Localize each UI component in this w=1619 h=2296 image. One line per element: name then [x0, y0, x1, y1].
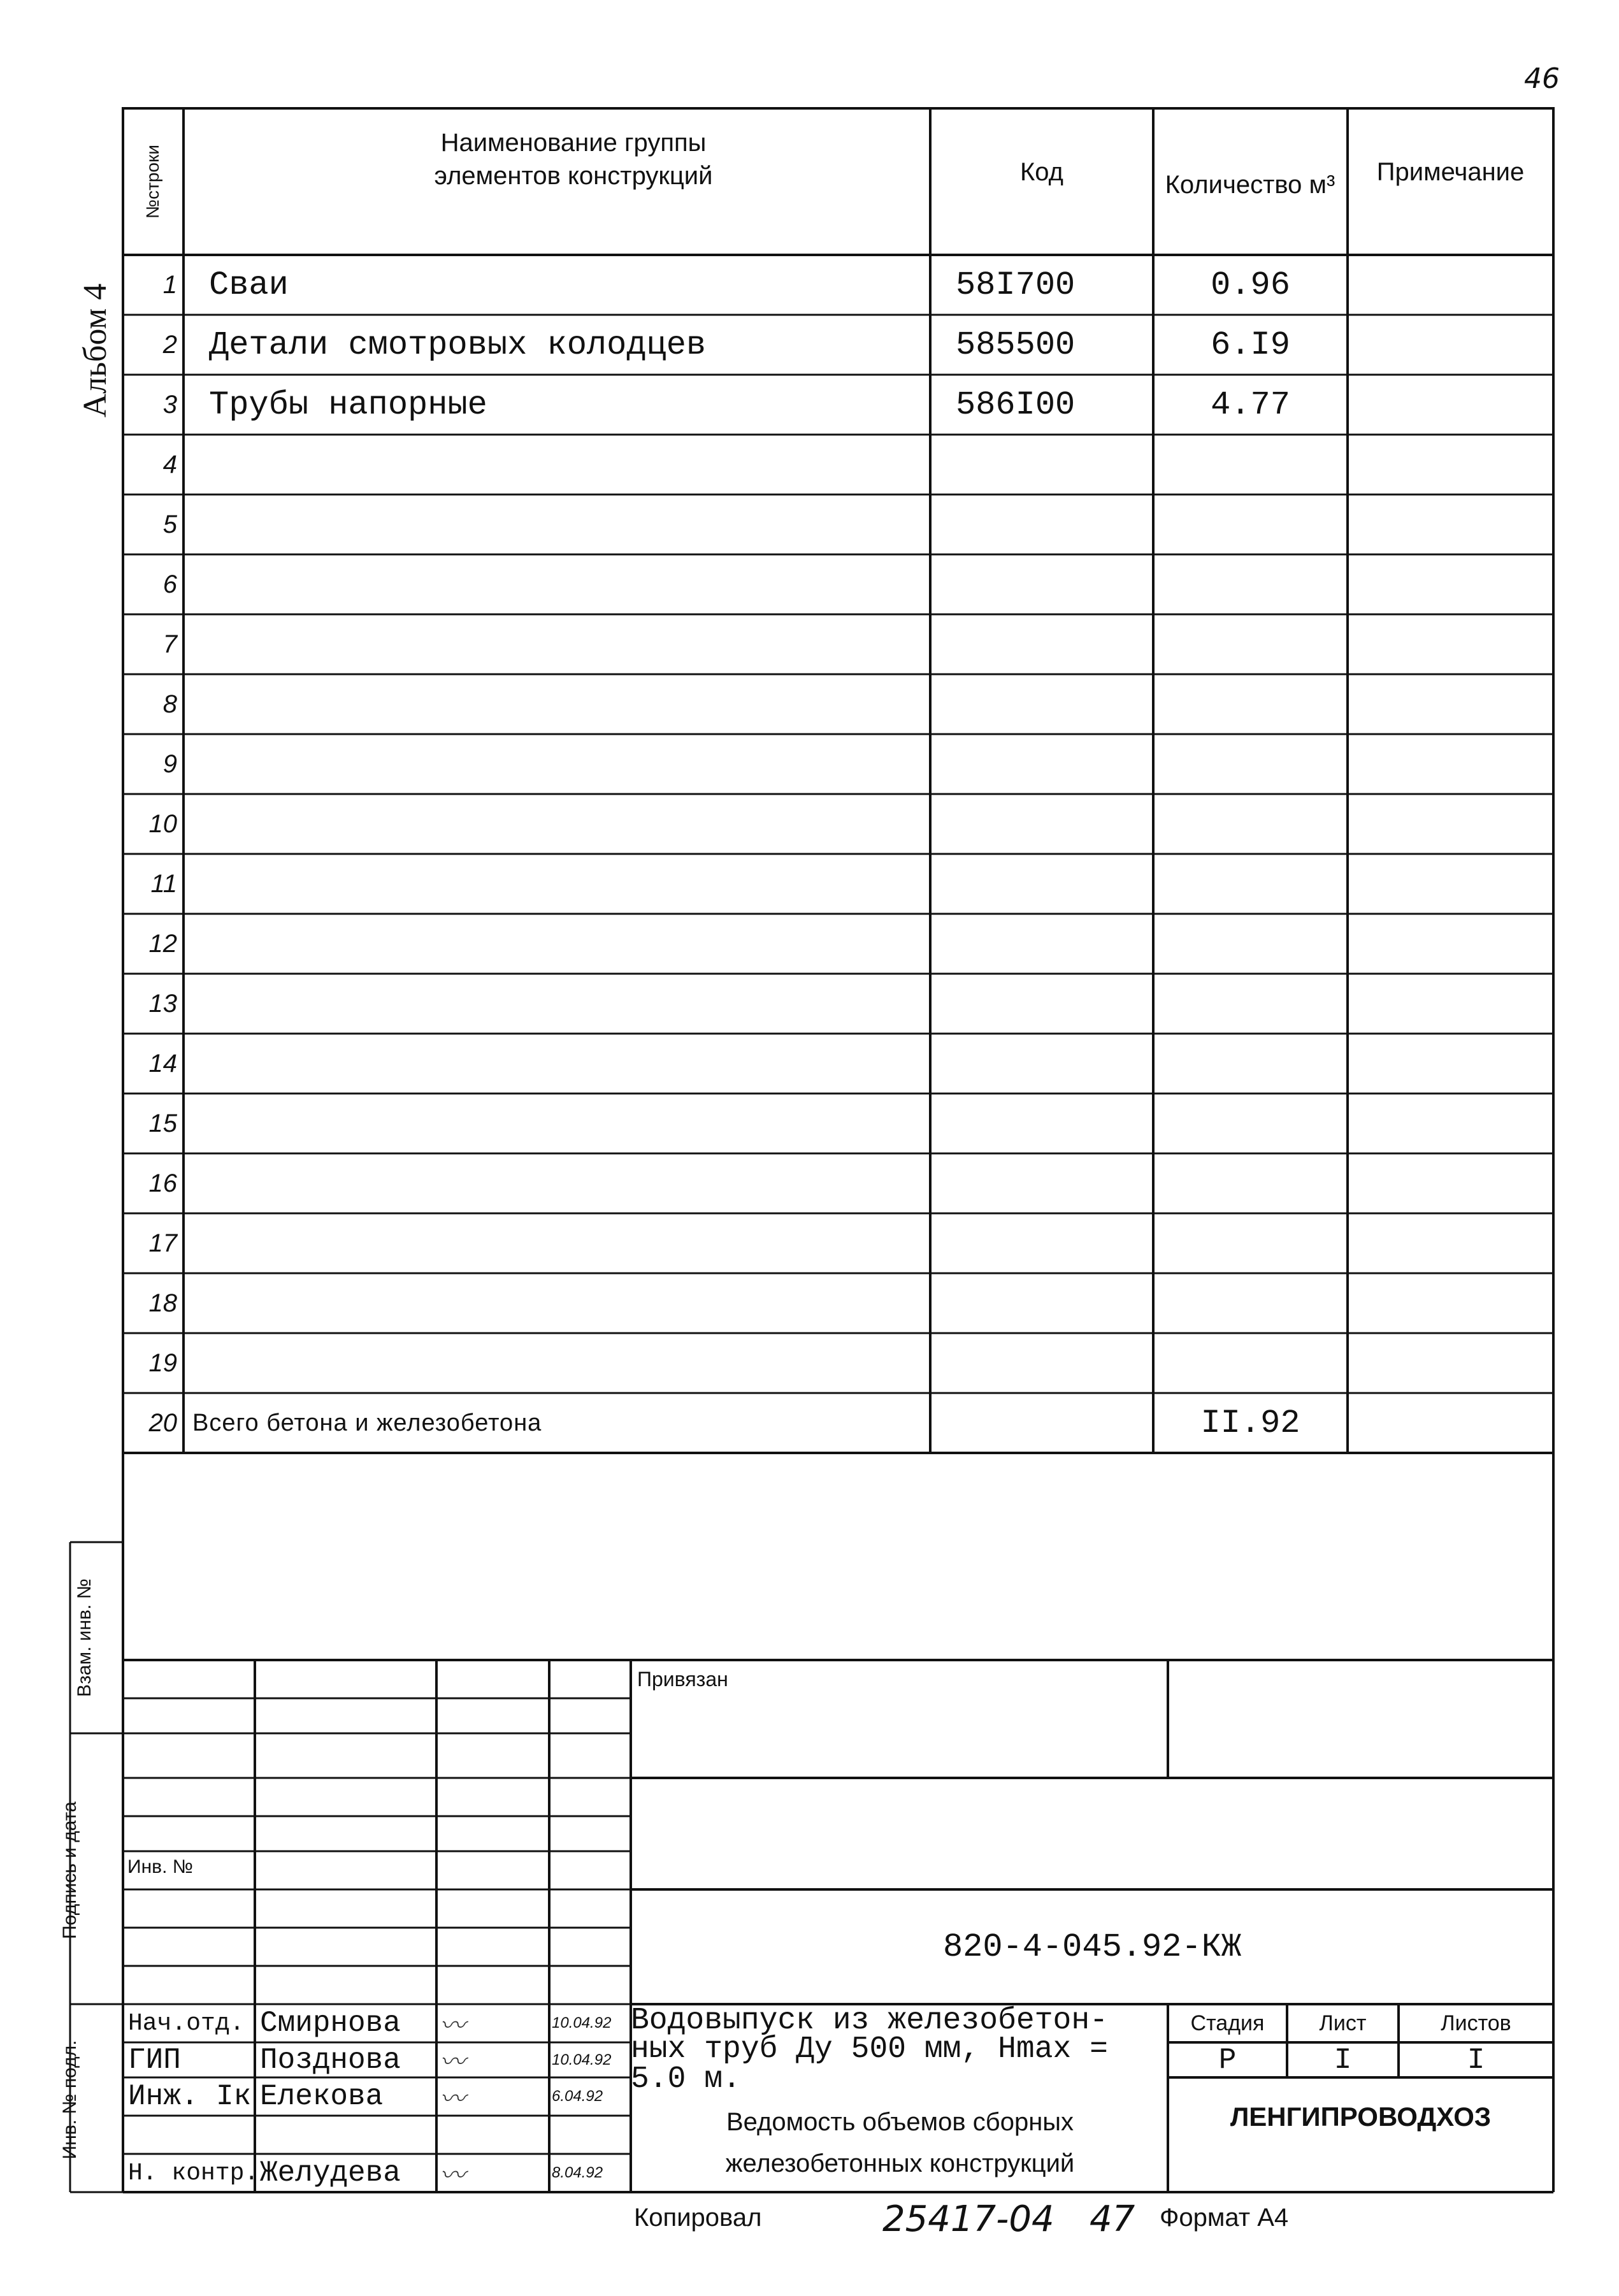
row-note — [1348, 674, 1553, 734]
row-name — [183, 734, 929, 794]
format-label: Формат А4 — [1160, 2203, 1289, 2232]
row-name — [183, 1213, 929, 1273]
staff-name: Желудева — [260, 2156, 401, 2190]
sheets-header: Листов — [1441, 2011, 1511, 2035]
row-note — [1348, 1094, 1553, 1153]
staff-role: ГИП — [128, 2043, 181, 2077]
row-number: 1 — [162, 270, 177, 299]
row-code: 585500 — [956, 326, 1076, 364]
inv-no-label: Инв. № — [127, 1856, 193, 1877]
header-name: Наименование группы элементов конструкций — [434, 129, 713, 190]
total-quantity: II.92 — [1200, 1404, 1300, 1442]
staff-name — [255, 2116, 442, 2154]
row-number: 8 — [162, 690, 177, 718]
row-note — [1348, 255, 1553, 315]
staff-date: 10.04.92 — [552, 2014, 612, 2032]
row-code — [930, 554, 1153, 614]
signature-mark: 〰 — [440, 2084, 465, 2114]
row-name — [183, 1153, 929, 1213]
row-name — [183, 614, 929, 674]
row-code — [930, 794, 1153, 854]
album-label: Альбом 4 — [77, 283, 113, 418]
row-name — [183, 974, 929, 1034]
signature-mark: 〰 — [440, 2160, 465, 2190]
row-number: 4 — [162, 450, 177, 479]
row-name: Сваи — [209, 266, 289, 304]
row-quantity — [1153, 1153, 1348, 1213]
row-note — [1348, 734, 1553, 794]
total-label: Всего бетона и железобетона — [192, 1409, 542, 1436]
row-quantity — [1153, 1213, 1348, 1273]
row-number: 14 — [148, 1049, 177, 1078]
margin-inv-podl: Инв. № подл. — [59, 2040, 80, 2160]
row-note — [1348, 974, 1553, 1034]
row-name — [183, 435, 929, 495]
row-number: 9 — [162, 749, 177, 778]
subtitle-line-1: Ведомость объемов сборных — [726, 2107, 1074, 2136]
stage-header: Стадия — [1190, 2011, 1265, 2035]
row-number: 11 — [150, 869, 177, 898]
row-quantity — [1153, 1333, 1348, 1393]
row-quantity — [1153, 435, 1348, 495]
row-number: 12 — [148, 929, 177, 958]
staff-role: Инж. Iк — [128, 2080, 252, 2113]
row-number: 18 — [148, 1289, 177, 1317]
row-name — [183, 794, 929, 854]
row-note — [1348, 914, 1553, 974]
signature-mark — [440, 2116, 548, 2154]
header-row-no: №строки — [143, 145, 162, 219]
row-note — [1348, 1034, 1553, 1094]
row-quantity: 4.77 — [1211, 386, 1290, 424]
row-number: 19 — [148, 1348, 177, 1377]
row-name — [183, 1094, 929, 1153]
row-name — [183, 914, 929, 974]
row-note — [1348, 1213, 1553, 1273]
header-code: Код — [1019, 158, 1063, 186]
row-name — [183, 554, 929, 614]
row-quantity — [1153, 794, 1348, 854]
row-code — [930, 1094, 1153, 1153]
row-number: 17 — [148, 1229, 177, 1257]
row-quantity — [1153, 674, 1348, 734]
row-quantity: 6.I9 — [1211, 326, 1290, 364]
sheets-value: I — [1467, 2043, 1485, 2077]
row-code — [930, 734, 1153, 794]
row-quantity: 0.96 — [1211, 266, 1290, 304]
stage-value: Р — [1218, 2043, 1237, 2077]
row-code — [930, 854, 1153, 914]
row-note — [1348, 614, 1553, 674]
row-name — [183, 1273, 929, 1333]
row-quantity — [1153, 495, 1348, 554]
row-note — [1348, 495, 1553, 554]
row-number: 3 — [162, 390, 177, 419]
row-code — [930, 614, 1153, 674]
row-note — [1348, 794, 1553, 854]
margin-podp-data: Подпись и дата — [59, 1801, 80, 1939]
row-code — [930, 674, 1153, 734]
row-note — [1348, 435, 1553, 495]
row-code — [930, 435, 1153, 495]
signature-mark: 〰 — [440, 2011, 465, 2040]
row-name — [183, 674, 929, 734]
row-code — [930, 1153, 1153, 1213]
staff-name: Елекова — [260, 2080, 384, 2113]
header-quantity: Количество м³ — [1165, 171, 1335, 199]
row-code: 586I00 — [956, 386, 1076, 424]
staff-name: Смирнова — [260, 2007, 401, 2040]
copy-number: 25417-04 — [882, 2199, 1054, 2239]
row-code — [930, 914, 1153, 974]
row-code — [930, 495, 1153, 554]
row-name — [183, 1333, 929, 1393]
row-code — [930, 974, 1153, 1034]
row-code — [930, 1213, 1153, 1273]
privyazan-label: Привязан — [637, 1667, 728, 1691]
staff-role: Нач.отд. — [128, 2009, 245, 2037]
staff-role — [123, 2116, 260, 2154]
row-number: 5 — [162, 510, 177, 538]
row-name — [183, 495, 929, 554]
row-note — [1348, 854, 1553, 914]
row-number: 2 — [162, 330, 177, 359]
margin-vzam-inv: Взам. инв. № — [74, 1578, 95, 1697]
staff-date: 8.04.92 — [552, 2164, 603, 2181]
row-name — [183, 854, 929, 914]
row-quantity — [1153, 854, 1348, 914]
document-code: 820-4-045.92-КЖ — [942, 1928, 1242, 1966]
row-number: 10 — [148, 809, 177, 838]
row-number: 13 — [148, 989, 177, 1018]
row-code — [930, 1333, 1153, 1393]
row-note — [1348, 315, 1553, 375]
sheet-header: Лист — [1319, 2011, 1367, 2035]
copied-label: Копировал — [634, 2203, 762, 2232]
row-note — [1348, 375, 1553, 435]
row-number: 6 — [162, 570, 177, 598]
row-quantity — [1153, 974, 1348, 1034]
row-name: Детали смотровых колодцев — [209, 326, 707, 364]
subtitle-line-2: железобетонных конструкций — [725, 2149, 1075, 2177]
row-quantity — [1153, 1273, 1348, 1333]
staff-date — [549, 2116, 633, 2154]
row-quantity — [1153, 734, 1348, 794]
row-name — [183, 1034, 929, 1094]
sheet-reference: 47 — [1090, 2199, 1135, 2239]
row-name: Трубы напорные — [209, 386, 487, 424]
staff-date: 6.04.92 — [552, 2088, 603, 2105]
row-quantity — [1153, 614, 1348, 674]
title-line-1: Водовыпуск из железобетон- — [631, 2004, 1108, 2037]
row-code — [930, 1273, 1153, 1333]
staff-date: 10.04.92 — [552, 2051, 612, 2069]
row-quantity — [1153, 554, 1348, 614]
page-number: 46 — [1524, 62, 1560, 95]
row-note — [1348, 1153, 1553, 1213]
row-note — [1348, 1273, 1553, 1333]
sheet-value: I — [1334, 2043, 1352, 2077]
row-code — [930, 1034, 1153, 1094]
row-code: 58I700 — [956, 266, 1076, 304]
title-line-2: ных труб Ду 500 мм, Hmax = — [631, 2033, 1108, 2066]
row-quantity — [1153, 914, 1348, 974]
total-row-number: 20 — [148, 1408, 177, 1437]
row-note — [1348, 554, 1553, 614]
staff-role: Н. контр. — [128, 2159, 259, 2187]
row-quantity — [1153, 1094, 1348, 1153]
row-number: 7 — [162, 630, 177, 658]
row-quantity — [1153, 1034, 1348, 1094]
organization-name: ЛЕНГИПРОВОДХОЗ — [1230, 2102, 1492, 2132]
staff-name: Позднова — [260, 2043, 401, 2077]
row-number: 15 — [148, 1109, 177, 1137]
row-number: 16 — [148, 1169, 177, 1197]
row-note — [1348, 1333, 1553, 1393]
signature-mark: 〰 — [440, 2047, 465, 2077]
title-line-3: 5.0 м. — [631, 2063, 741, 2096]
header-note: Примечание — [1376, 158, 1525, 186]
